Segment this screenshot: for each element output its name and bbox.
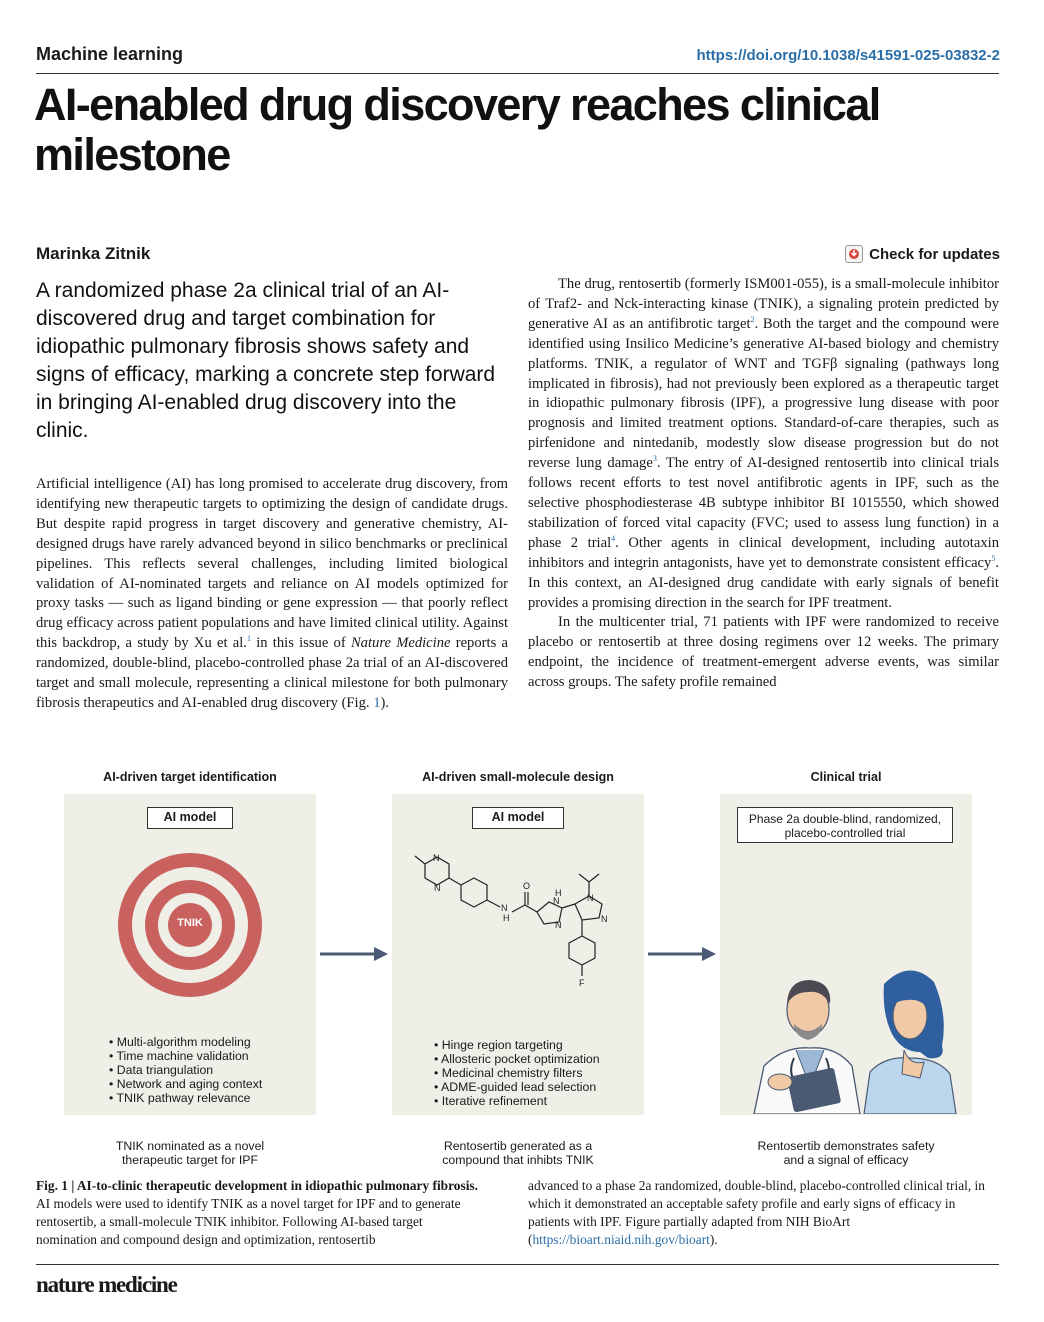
list-item: • Iterative refinement [434,1094,600,1108]
figure-caption-right: advanced to a phase 2a randomized, double-blind, placebo-controlled clinical trial, in which it demonstrated an acceptable safety profile and early signs of efficacy in patients with IPF. Figure partially adapted from NIH BioArt (https://bioart.niaid.nih.gov/bioart). [528,1178,985,1247]
doi-link[interactable]: https://doi.org/10.1038/s41591-025-03832-2 [696,47,1000,64]
body-paragraph-1: The drug, rentosertib (formerly ISM001-055), is a small-molecule inhibitor of Traf2- and Nck-interacting kinase (TNIK), a signaling protein predicted by generative AI as an antifibrotic target$^2$. Both the target and the compound were identified using Insilico Medicine’s generative AI-based biology and chemistry platforms. TNIK, a regulator of WNT and TGFβ signaling (pathways long implicated in fibrosis), had not previously been explored as a therapeutic target in idiopathic pulmonary fibrosis (IPF), a progressive lung disease with poor prognosis and limited treatment options. Standard-of-care therapies, such as pirfenidone and nintedanib, modestly slow disease progression but do not reverse lung damage$^3$. The entry of AI-designed rentosertib into clinical trials follows recent efforts to test novel antifibrotic agents in IPF, such as the selective phosphodiesterase 4B subtype inhibitor BI 1015550, which showed stabilization of forced vital capacity (FVC; used to assess lung function) in a phase 2 trial$^4$. Other agents in clinical development, including autotaxin inhibitors and integrin antagonists, have yet to demonstrate consistent efficacy$^5$. In this context, an AI-designed drug candidate with early signals of benefit provides a promising direction in the search for IPF treatment. [528,276,999,611]
panel-molecule-design [392,794,644,1115]
svg-text:N: N [601,914,608,924]
svg-text:N: N [501,903,508,913]
svg-text:N: N [434,883,441,893]
panel-2-caption: Rentosertib generated as a compound that inhibts TNIK [442,1139,594,1167]
intro-paragraph: Artificial intelligence (AI) has long promised to accelerate drug discovery, from identifying new therapeutic targets to optimizing the design of candidate drugs. But despite rapid progress in target discovery and generative chemistry, AI-designed drugs have rarely advanced beyond in silico benchmarks or preclinical pipelines. This reflects several challenges, including limited biological validation of AI-nominated targets and reliance on AI models optimized for proxy tasks — such as ligand binding or gene expression — that poorly reflect drug efficacy across patient populations and have limited clinical utility. Against this backdrop, a study by Xu et al.$^1$ in this issue of Nature Medicine reports a randomized, double-blind, placebo-controlled phase 2a trial of an AI-discovered target and small molecule, representing a clinical milestone for both pulmonary fibrosis therapeutics and AI-enabled drug discovery (Fig. 1). [36,476,508,711]
header-divider [36,73,999,74]
footer-divider [36,1264,999,1265]
svg-text:F: F [579,978,585,988]
list-item: • ADME-guided lead selection [434,1080,600,1094]
svg-text:N: N [553,896,560,906]
right-column [528,275,999,693]
arrow-right-icon [318,944,390,964]
target-label: TNIK [177,917,203,929]
figure-1-link[interactable]: 1 [373,694,381,711]
list-item: • Allosteric pocket optimization [434,1052,600,1066]
panel-target-identification [64,794,316,1115]
reference-3[interactable]: 3 [652,454,657,464]
panel-3-caption: Rentosertib demonstrates safety and a signal of efficacy [757,1139,935,1167]
list-item: • Hinge region targeting [434,1038,600,1052]
panel-1-bullets [109,1035,262,1105]
panel-3-heading: Clinical trial [810,770,882,784]
bioart-link[interactable]: https://bioart.niaid.nih.gov/bioart [532,1232,710,1247]
ai-model-box: AI model [147,807,233,829]
section-label: Machine learning [36,44,184,64]
article-title: AI-enabled drug discovery reaches clinical milestone [34,79,880,180]
doctor-patient-illustration-icon [734,954,962,1114]
arrow-right-icon [646,944,718,964]
list-item: • Medicinal chemistry filters [434,1066,600,1080]
svg-text:O: O [523,881,531,891]
panel-1-caption: TNIK nominated as a novel therapeutic target for IPF [115,1139,265,1167]
list-item: • Time machine validation [109,1049,262,1063]
trial-box: Phase 2a double-blind, randomized, placebo-controlled trial [737,807,953,843]
list-item: • Network and aging context [109,1077,262,1091]
update-badge-icon [845,245,863,263]
body-paragraph-2: In the multicenter trial, 71 patients with IPF were randomized to receive placebo or rentosertib at three dosing regimens over 12 weeks. The primary endpoint, the incidence of treatment-emergent adverse events, was similar across groups. The safety profile remained [528,614,999,691]
svg-text:H: H [555,888,562,898]
list-item: • Multi-algorithm modeling [109,1035,262,1049]
panel-2-heading: AI-driven small-molecule design [422,770,614,784]
journal-logo: nature medicine [36,1272,177,1297]
author-name: Marinka Zitnik [36,244,151,263]
reference-1[interactable]: 1 [246,634,251,644]
ai-model-box: AI model [472,807,564,829]
svg-text:N: N [555,920,562,930]
figure-caption-left: Fig. 1 | AI-to-clinic therapeutic development in idiopathic pulmonary fibrosis. AI models were used to identify TNIK as a novel target for IPF and to generate rentosertib, a small-molecule TNIK inhibitor. Following AI-based target nomination and compound design and optimization, rentosertib [36,1178,478,1247]
list-item: • TNIK pathway relevance [109,1091,262,1105]
standfirst: A randomized phase 2a clinical trial of an AI-discovered drug and target combination for idiopathic pulmonary fibrosis shows safety and signs of efficacy, marking a concrete step forward in bringing AI-enabled drug discovery into the clinic. [36,279,496,442]
panel-clinical-trial [720,794,972,1115]
reference-5[interactable]: 5 [991,553,996,563]
svg-text:N: N [433,853,440,863]
check-updates-label: Check for updates [869,245,1000,263]
svg-text:N: N [587,893,594,903]
check-for-updates-button[interactable] [845,245,1000,263]
list-item: • Data triangulation [109,1063,262,1077]
panel-1-heading: AI-driven target identification [103,770,277,784]
reference-4[interactable]: 4 [611,533,616,543]
panel-2-bullets [434,1038,600,1108]
reference-2[interactable]: 2 [750,314,755,324]
svg-text:H: H [503,913,510,923]
rentosertib-structure-icon [407,844,632,1024]
